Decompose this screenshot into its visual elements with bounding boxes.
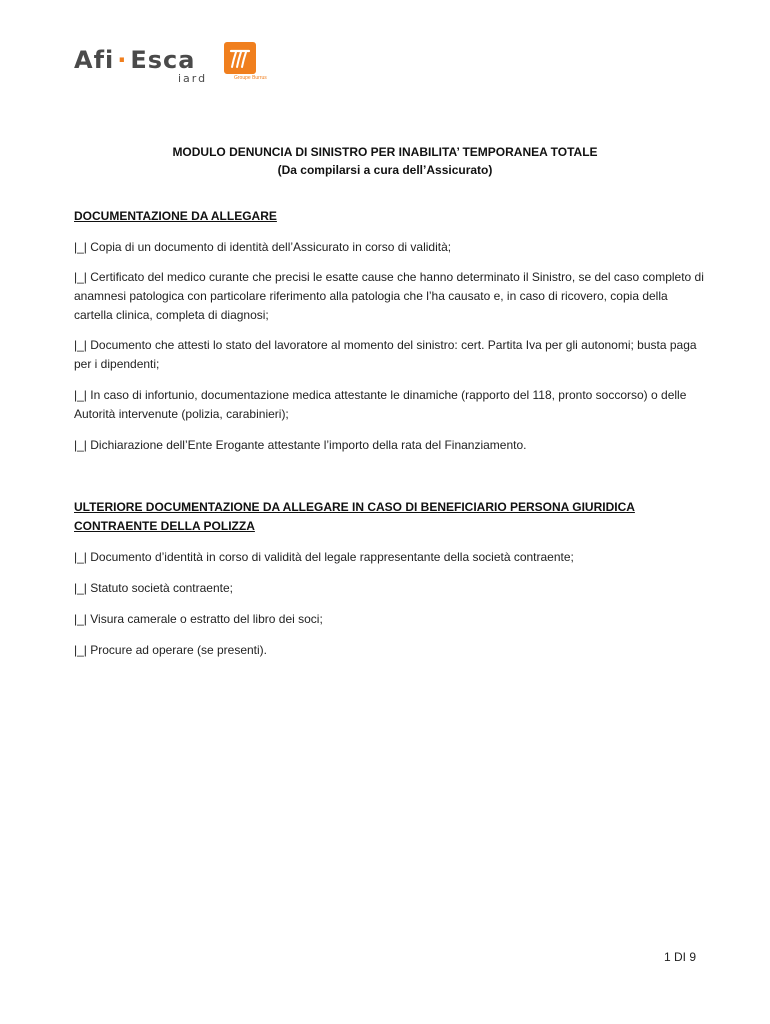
checklist-item: |_| Dichiarazione dell’Ente Erogante attestante l’importo della rata del Finanziamento. [74, 438, 527, 452]
checklist-item: |_| In caso di infortunio, documentazione medica attestante le dinamiche (rapporto del 118, pronto soccorso) o delle Autorità intervenute (polizia, carabinieri); [74, 388, 687, 421]
logo-brand-right: Esca [130, 46, 196, 74]
checklist-item: |_| Certificato del medico curante che precisi le esatte cause che hanno determinato il Sinistro, se del caso completo di anamnesi patologica con particolare riferimento alla patologia che l’ha causato e, in caso di ricovero, copia della cartella clinica, completa di diagnosi; [74, 270, 704, 322]
checklist-item: |_| Statuto società contraente; [74, 581, 233, 595]
section-heading-documentazione: DOCUMENTAZIONE DA ALLEGARE [74, 209, 277, 223]
section-heading-ulteriore-documentazione: ULTERIORE DOCUMENTAZIONE DA ALLEGARE IN CASO DI BENEFICIARIO PERSONA GIURIDICA CONTRAENTE DELLA POLIZZA [74, 500, 635, 533]
checklist-item: |_| Visura camerale o estratto del libro dei soci; [74, 612, 323, 626]
page-number: 1 DI 9 [663, 950, 696, 964]
logo-tagline: Groupe Burrus [234, 75, 267, 81]
logo-wordmark [74, 46, 195, 74]
logo-mark-icon [224, 42, 256, 74]
document-subtitle: (Da compilarsi a cura dell’Assicurato) [277, 163, 493, 177]
document-title: MODULO DENUNCIA DI SINISTRO PER INABILITA’ TEMPORANEA TOTALE [172, 145, 598, 159]
checklist-item: |_| Documento che attesti lo stato del lavoratore al momento del sinistro: cert. Partita Iva per gli autonomi; busta paga per i dipendenti; [74, 338, 697, 371]
logo-separator: · [117, 46, 128, 74]
checklist-item: |_| Procure ad operare (se presenti). [74, 643, 267, 657]
logo-subtitle: iard [178, 72, 208, 85]
checklist-item: |_| Copia di un documento di identità dell’Assicurato in corso di validità; [74, 240, 452, 254]
afi-esca-logo [74, 42, 274, 88]
checklist-item: |_| Documento d’identità in corso di validità del legale rappresentante della società contraente; [74, 550, 574, 564]
logo-brand-left: Afi [74, 46, 115, 74]
